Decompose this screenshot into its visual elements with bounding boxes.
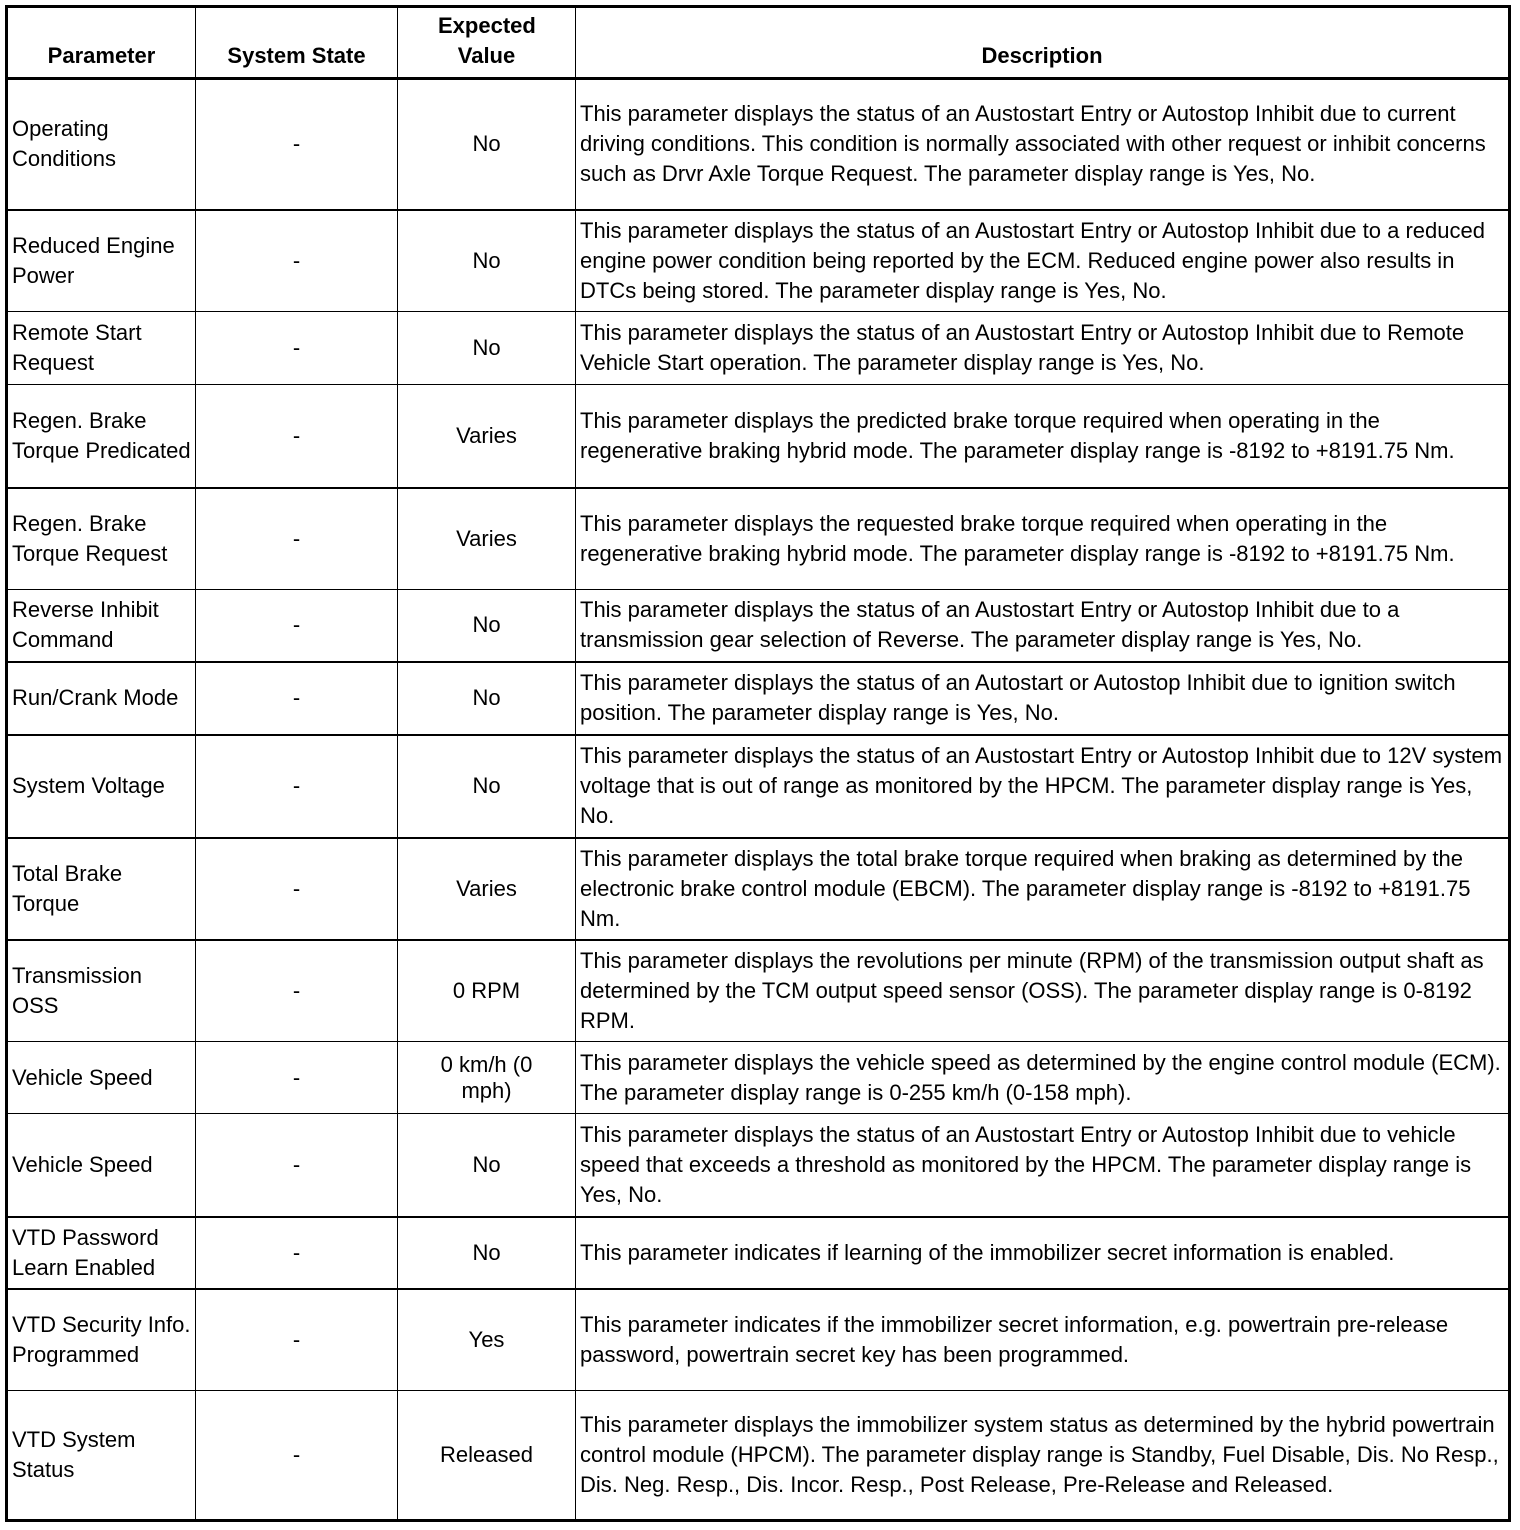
table-row: [7, 312, 1510, 385]
parameter-cell: Remote Start Request: [7, 312, 196, 385]
parameter-cell: Operating Conditions: [7, 79, 196, 210]
table-row: [7, 1114, 1510, 1217]
system-state-cell: -: [196, 590, 398, 662]
table-row: [7, 590, 1510, 662]
table-row: [7, 662, 1510, 735]
description-cell: This parameter displays the revolutions per minute (RPM) of the transmission output shaft as determined by the TCM output speed sensor (OSS). The parameter display range is 0-8192 RPM.: [576, 940, 1510, 1042]
description-cell: This parameter displays the vehicle speed as determined by the engine control module (ECM). The parameter display range is 0-255 km/h (0-158 mph).: [576, 1042, 1510, 1114]
description-cell: This parameter displays the requested brake torque required when operating in the regenerative braking hybrid mode. The parameter display range is -8192 to +8191.75 Nm.: [576, 488, 1510, 590]
parameter-cell: Transmission OSS: [7, 940, 196, 1042]
expected-value-cell: No: [398, 1114, 576, 1217]
expected-value-cell: No: [398, 735, 576, 838]
header-description: Description: [576, 7, 1510, 79]
parameter-cell: VTD Security Info. Programmed: [7, 1289, 196, 1391]
system-state-cell: -: [196, 838, 398, 940]
system-state-cell: -: [196, 940, 398, 1042]
expected-value-cell: Varies: [398, 838, 576, 940]
parameter-cell: System Voltage: [7, 735, 196, 838]
parameter-cell: Vehicle Speed: [7, 1114, 196, 1217]
table-body: [7, 79, 1510, 1521]
table-row: [7, 385, 1510, 488]
expected-value-cell: No: [398, 1217, 576, 1289]
parameter-cell: Run/Crank Mode: [7, 662, 196, 735]
parameter-cell: VTD System Status: [7, 1391, 196, 1521]
parameter-cell: Vehicle Speed: [7, 1042, 196, 1114]
description-cell: This parameter displays the status of an Austostart Entry or Autostop Inhibit due to 12V system voltage that is out of range as monitored by the HPCM. The parameter display range is Yes, No.: [576, 735, 1510, 838]
description-cell: This parameter displays the status of an Austostart Entry or Autostop Inhibit due to vehicle speed that exceeds a threshold as monitored by the HPCM. The parameter display range is Yes, No.: [576, 1114, 1510, 1217]
table-row: [7, 488, 1510, 590]
system-state-cell: -: [196, 488, 398, 590]
header-expected-value: Expected Value: [398, 7, 576, 79]
parameter-cell: VTD Password Learn Enabled: [7, 1217, 196, 1289]
expected-value-cell: Released: [398, 1391, 576, 1521]
header-parameter: Parameter: [7, 7, 196, 79]
description-cell: This parameter displays the total brake torque required when braking as determined by the electronic brake control module (EBCM). The parameter display range is -8192 to +8191.75 Nm.: [576, 838, 1510, 940]
parameter-cell: Reverse Inhibit Command: [7, 590, 196, 662]
system-state-cell: -: [196, 210, 398, 312]
system-state-cell: -: [196, 312, 398, 385]
header-row: [7, 7, 1510, 79]
system-state-cell: -: [196, 735, 398, 838]
parameter-cell: Total Brake Torque: [7, 838, 196, 940]
table-row: [7, 79, 1510, 210]
description-cell: This parameter displays the status of an Autostart or Autostop Inhibit due to ignition switch position. The parameter display range is Yes, No.: [576, 662, 1510, 735]
table-row: [7, 1042, 1510, 1114]
table-row: [7, 838, 1510, 940]
expected-value-cell: 0 km/h (0 mph): [398, 1042, 576, 1114]
parameter-cell: Regen. Brake Torque Predicated: [7, 385, 196, 488]
expected-value-cell: No: [398, 79, 576, 210]
expected-value-cell: Varies: [398, 385, 576, 488]
description-cell: This parameter displays the predicted brake torque required when operating in the regenerative braking hybrid mode. The parameter display range is -8192 to +8191.75 Nm.: [576, 385, 1510, 488]
table-row: [7, 1289, 1510, 1391]
description-cell: This parameter displays the status of an Austostart Entry or Autostop Inhibit due to current driving conditions. This condition is normally associated with other request or inhibit concerns such as Drvr Axle Torque Request. The parameter display range is Yes, No.: [576, 79, 1510, 210]
expected-value-cell: Yes: [398, 1289, 576, 1391]
system-state-cell: -: [196, 79, 398, 210]
header-system-state: System State: [196, 7, 398, 79]
table-row: [7, 940, 1510, 1042]
expected-value-cell: 0 RPM: [398, 940, 576, 1042]
expected-value-cell: No: [398, 210, 576, 312]
expected-value-cell: No: [398, 312, 576, 385]
description-cell: This parameter displays the status of an Austostart Entry or Autostop Inhibit due to Remote Vehicle Start operation. The parameter display range is Yes, No.: [576, 312, 1510, 385]
system-state-cell: -: [196, 385, 398, 488]
parameter-table: [5, 5, 1511, 1522]
expected-value-cell: Varies: [398, 488, 576, 590]
system-state-cell: -: [196, 662, 398, 735]
parameter-cell: Reduced Engine Power: [7, 210, 196, 312]
description-cell: This parameter displays the immobilizer system status as determined by the hybrid powertrain control module (HPCM). The parameter display range is Standby, Fuel Disable, Dis. No Resp., Dis. Neg. Resp., Dis. Incor. Resp., Post Release, Pre-Release and Released.: [576, 1391, 1510, 1521]
expected-value-cell: No: [398, 662, 576, 735]
expected-value-cell: No: [398, 590, 576, 662]
system-state-cell: -: [196, 1217, 398, 1289]
table-row: [7, 210, 1510, 312]
description-cell: This parameter indicates if the immobilizer secret information, e.g. powertrain pre-release password, powertrain secret key has been programmed.: [576, 1289, 1510, 1391]
table-row: [7, 1391, 1510, 1521]
table-row: [7, 735, 1510, 838]
description-cell: This parameter indicates if learning of the immobilizer secret information is enabled.: [576, 1217, 1510, 1289]
system-state-cell: -: [196, 1114, 398, 1217]
table-row: [7, 1217, 1510, 1289]
parameter-cell: Regen. Brake Torque Request: [7, 488, 196, 590]
description-cell: This parameter displays the status of an Austostart Entry or Autostop Inhibit due to a transmission gear selection of Reverse. The parameter display range is Yes, No.: [576, 590, 1510, 662]
system-state-cell: -: [196, 1042, 398, 1114]
system-state-cell: -: [196, 1289, 398, 1391]
system-state-cell: -: [196, 1391, 398, 1521]
description-cell: This parameter displays the status of an Austostart Entry or Autostop Inhibit due to a reduced engine power condition being reported by the ECM. Reduced engine power also results in DTCs being stored. The parameter display range is Yes, No.: [576, 210, 1510, 312]
